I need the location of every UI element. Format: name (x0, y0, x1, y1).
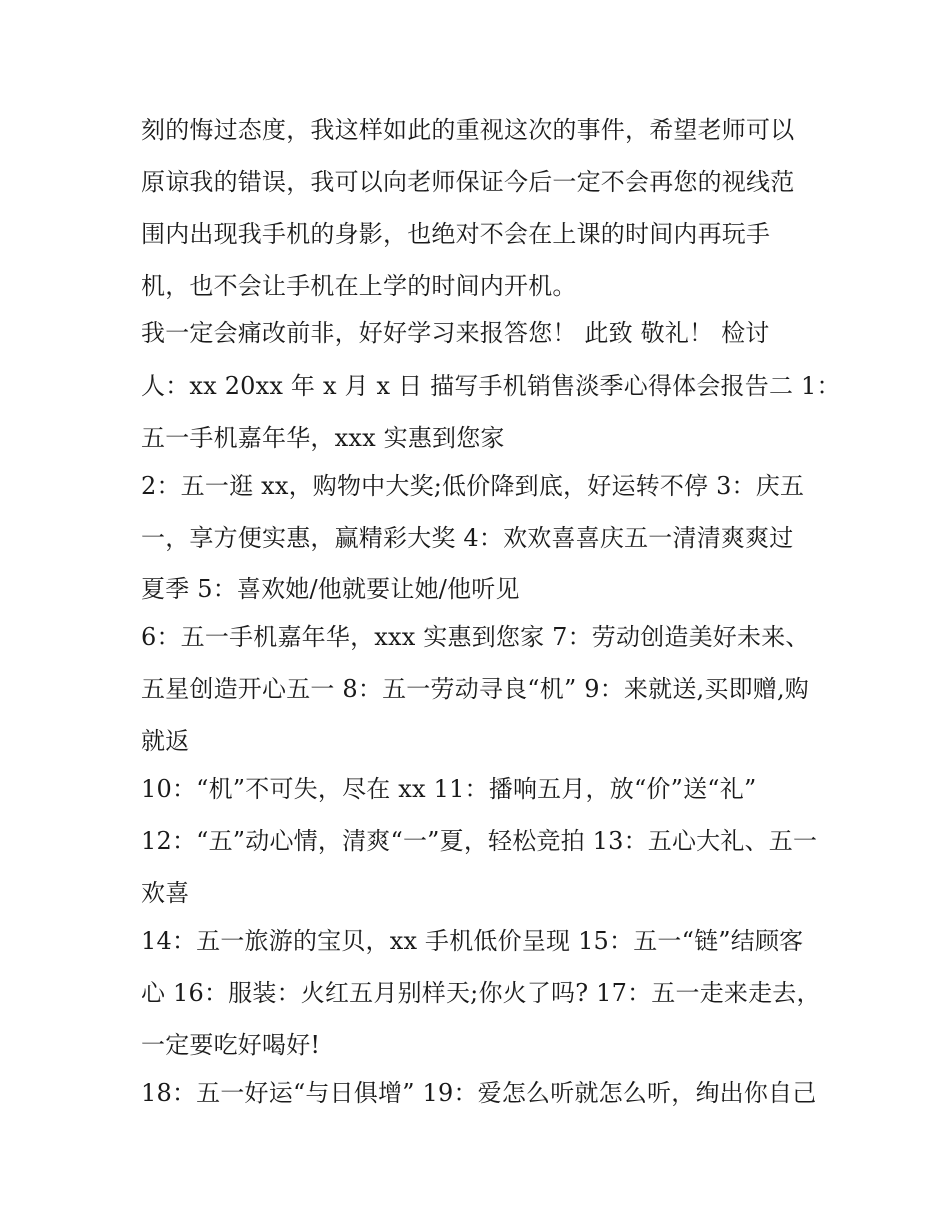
text-line: 一，享方便实惠，赢精彩大奖 4：欢欢喜喜庆五一清清爽爽过 (141, 524, 794, 552)
text-line: 五一手机嘉年华，xxx 实惠到您家 (141, 424, 505, 452)
text-line: 围内出现我手机的身影，也绝对不会在上课的时间内再玩手 (141, 220, 771, 248)
text-line: 夏季 5：喜欢她/他就要让她/他听见 (141, 575, 520, 603)
text-line: 人：xx 20xx 年 x 月 x 日 描写手机销售淡季心得体会报告二 1： (141, 372, 841, 400)
text-line: 心 16：服装：火红五月别样天;你火了吗? 17：五一走来走去， (141, 979, 821, 1007)
text-line: 14：五一旅游的宝贝，xx 手机低价呈现 15：五一“链”结顾客 (141, 927, 804, 955)
text-line: 欢喜 (141, 879, 190, 907)
text-line: 10：“机”不可失，尽在 xx 11：播响五月，放“价”送“礼” (141, 775, 757, 803)
text-line: 我一定会痛改前非，好好学习来报答您！ 此致 敬礼！ 检讨 (141, 319, 770, 347)
text-line: 2：五一逛 xx，购物中大奖;低价降到底，好运转不停 3：庆五 (141, 472, 805, 500)
text-line: 刻的悔过态度，我这样如此的重视这次的事件，希望老师可以 (141, 116, 795, 144)
text-line: 一定要吃好喝好! (141, 1031, 321, 1059)
text-line: 五星创造开心五一 8：五一劳动寻良“机” 9：来就送,买即赠,购 (141, 675, 809, 703)
text-line: 原谅我的错误，我可以向老师保证今后一定不会再您的视线范 (141, 168, 795, 196)
text-line: 12：“五”动心情，清爽“一”夏，轻松竞拍 13：五心大礼、五一 (141, 827, 818, 855)
text-line: 机，也不会让手机在上学的时间内开机。 (141, 272, 577, 300)
text-line: 18：五一好运“与日俱增” 19：爱怎么听就怎么听，绚出你自己 (141, 1079, 817, 1107)
text-line: 6：五一手机嘉年华，xxx 实惠到您家 7：劳动创造美好未来、 (141, 623, 810, 651)
text-line: 就返 (141, 727, 190, 755)
